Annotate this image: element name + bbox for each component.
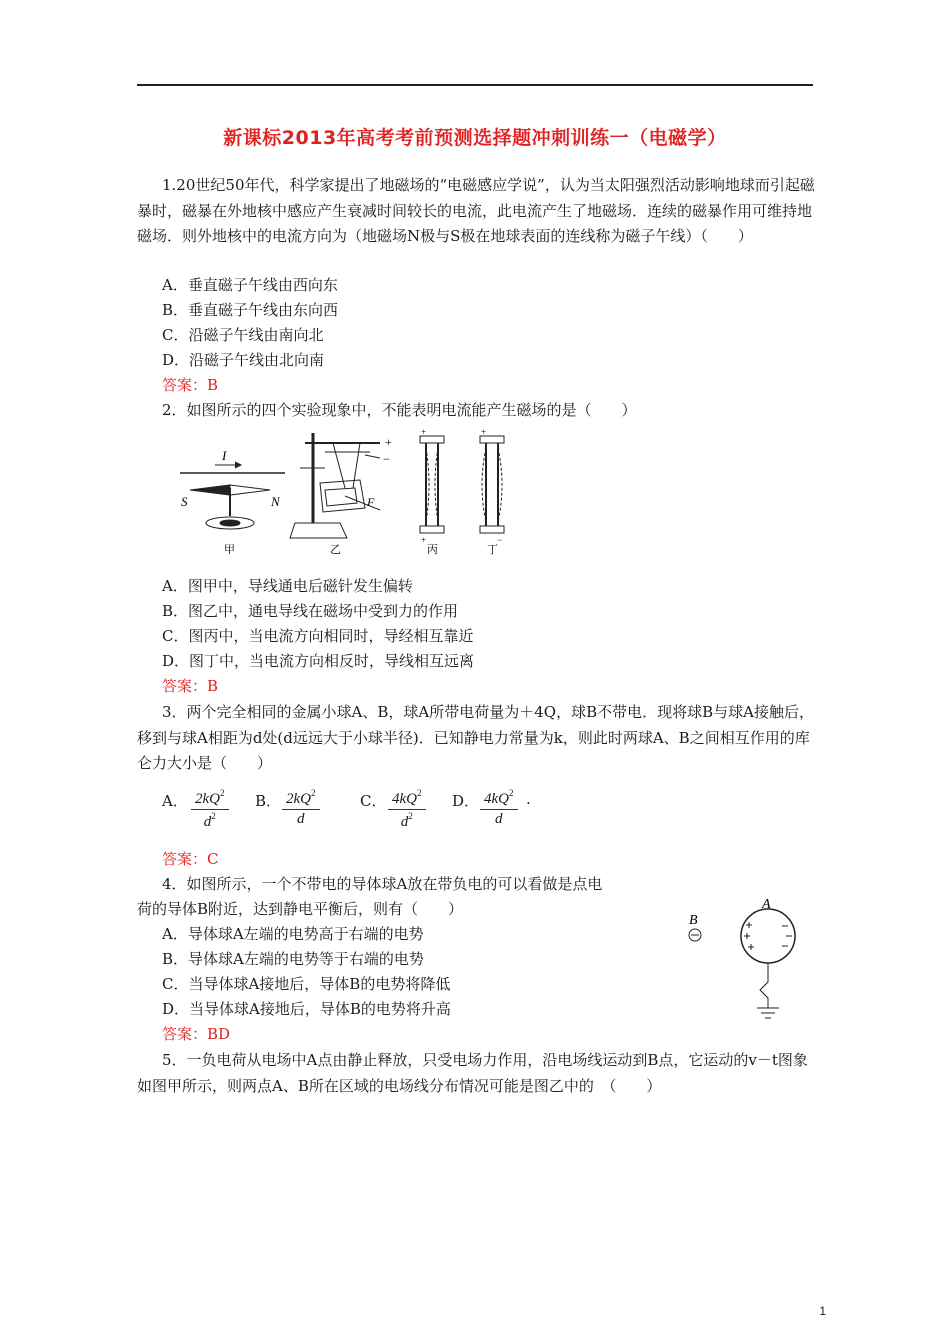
fig-label-yi: 乙 (330, 544, 341, 556)
q3-option-b-label: B． (255, 792, 282, 810)
q4-stem-line2: 荷的导体B附近，达到静电平衡后，则有（ ） (137, 900, 464, 918)
q3-option-a-den: d (203, 814, 212, 830)
q3-option-b-den: d (297, 811, 305, 827)
fig4-ground-icon (757, 1008, 779, 1018)
q3-option-d-num: 4kQ (484, 791, 509, 807)
q2-answer: 答案：B (162, 677, 219, 695)
q3-option-d-formula (480, 788, 518, 828)
q3-option-c-label: C． (360, 792, 387, 810)
q3-option-c-num: 4kQ (392, 791, 417, 807)
q2-option-b: B．图乙中，通电导线在磁场中受到力的作用 (162, 602, 459, 620)
q3-option-a-den-exp: 2 (211, 811, 216, 821)
q4-answer: 答案：BD (162, 1025, 231, 1043)
fig-jia-current: I (222, 448, 227, 463)
fig-jia-n: N (271, 494, 280, 509)
fig-ding-minus-bot: − (497, 535, 503, 545)
fig-bing-plus-bot: + (421, 535, 427, 545)
fig-jia-s: S (181, 494, 188, 509)
q2-option-c: C．图丙中，当电流方向相同时，导经相互靠近 (162, 627, 474, 645)
q4-option-c: C．当导体球A接地后，导体B的电势将降低 (162, 975, 451, 993)
q3-option-a-exp: 2 (220, 788, 225, 798)
fig-label-ding: 丁 (487, 544, 498, 556)
q4-option-a: A．导体球A左端的电势高于右端的电势 (162, 925, 424, 943)
q3-option-d-den: d (495, 811, 503, 827)
q2-figure (175, 428, 520, 563)
q1-option-b: B．垂直磁子午线由东向西 (162, 301, 339, 319)
page-number: 1 (819, 1304, 826, 1318)
q1-answer: 答案：B (162, 376, 219, 394)
q3-option-c-den-exp: 2 (408, 811, 413, 821)
fig4-label-a: A (762, 897, 771, 912)
fig-yi-force: F (367, 495, 375, 509)
q3-option-b-num: 2kQ (286, 791, 311, 807)
q3-option-b-formula (282, 788, 320, 828)
q3-answer: 答案：C (162, 850, 219, 868)
fig-bing (420, 436, 444, 533)
header-rule (137, 84, 813, 86)
q4-option-d: D．当导体球A接地后，导体B的电势将升高 (162, 1000, 451, 1018)
q3-option-a-formula (191, 788, 229, 831)
q3-stem: 3．两个完全相同的金属小球A、B，球A所带电荷量为＋4Q，球B不带电．现将球B与球A接触后，移到与球A相距为d处(d远远大于小球半径)．已知静电力常量为k，则此时两球A、B之间相互作用的库仑力大小是（ ） (137, 703, 814, 772)
q5-stem: 5．一负电荷从电场中A点由静止释放，只受电场力作用，沿电场线运动到B点，它运动的v－t图象如图甲所示，则两点A、B所在区域的电场线分布情况可能是图乙中的 （ ） (137, 1051, 808, 1095)
page-title: 新课标2013年高考考前预测选择题冲刺训练一（电磁学） (223, 127, 727, 149)
fig-ding-plus-top: + (481, 428, 487, 437)
fig4-label-b: B (689, 913, 698, 928)
q1-option-c: C．沿磁子午线由南向北 (162, 326, 324, 344)
fig-ding (480, 436, 504, 533)
q1-option-d: D．沿磁子午线由北向南 (162, 351, 325, 369)
q3-option-b-exp: 2 (311, 788, 316, 798)
fig-label-jia: 甲 (224, 544, 235, 556)
fig4-ground-wire (760, 963, 768, 1008)
q3-option-a-label: A． (162, 792, 188, 810)
fig4-induced-charges (744, 922, 792, 950)
q3-option-c-den: d (400, 814, 409, 830)
q3-option-d-exp: 2 (509, 788, 514, 798)
fig-yi-minus: − (383, 452, 390, 466)
fig-bing-plus-top: + (421, 428, 427, 437)
q3-trailing-period: . (526, 790, 531, 808)
fig-yi (290, 433, 380, 538)
q3-option-c-exp: 2 (417, 788, 422, 798)
fig-label-bing: 丙 (427, 544, 438, 556)
q2-option-a: A．图甲中，导线通电后磁针发生偏转 (162, 577, 413, 595)
q1-stem: 1.20世纪50年代，科学家提出了地磁场的“电磁感应学说”，认为当太阳强烈活动影响地球而引起磁暴时，磁暴在外地核中感应产生衰减时间较长的电流，此电流产生了地磁场．连续的磁暴作用可维持地磁场．则外地核中的电流方向为（地磁场N极与S极在地球表面的连线称为磁子午线）（ ） (137, 176, 815, 245)
fig-jia (180, 462, 285, 529)
q2-stem: 2．如图所示的四个实验现象中，不能表明电流能产生磁场的是（ ） (162, 401, 637, 419)
q1-option-a: A．垂直磁子午线由西向东 (162, 276, 338, 294)
fig-yi-plus: + (385, 435, 392, 449)
q3-option-a-num: 2kQ (195, 791, 220, 807)
q3-option-d-label: D． (452, 792, 480, 810)
q3-option-c-formula (388, 788, 426, 831)
q4-figure (682, 890, 812, 1025)
q4-stem-line1: 4．如图所示，一个不带电的导体球A放在带负电的可以看做是点电 (162, 875, 603, 893)
q4-option-b: B．导体球A左端的电势等于右端的电势 (162, 950, 424, 968)
q2-option-d: D．图丁中，当电流方向相反时，导线相互远离 (162, 652, 475, 670)
